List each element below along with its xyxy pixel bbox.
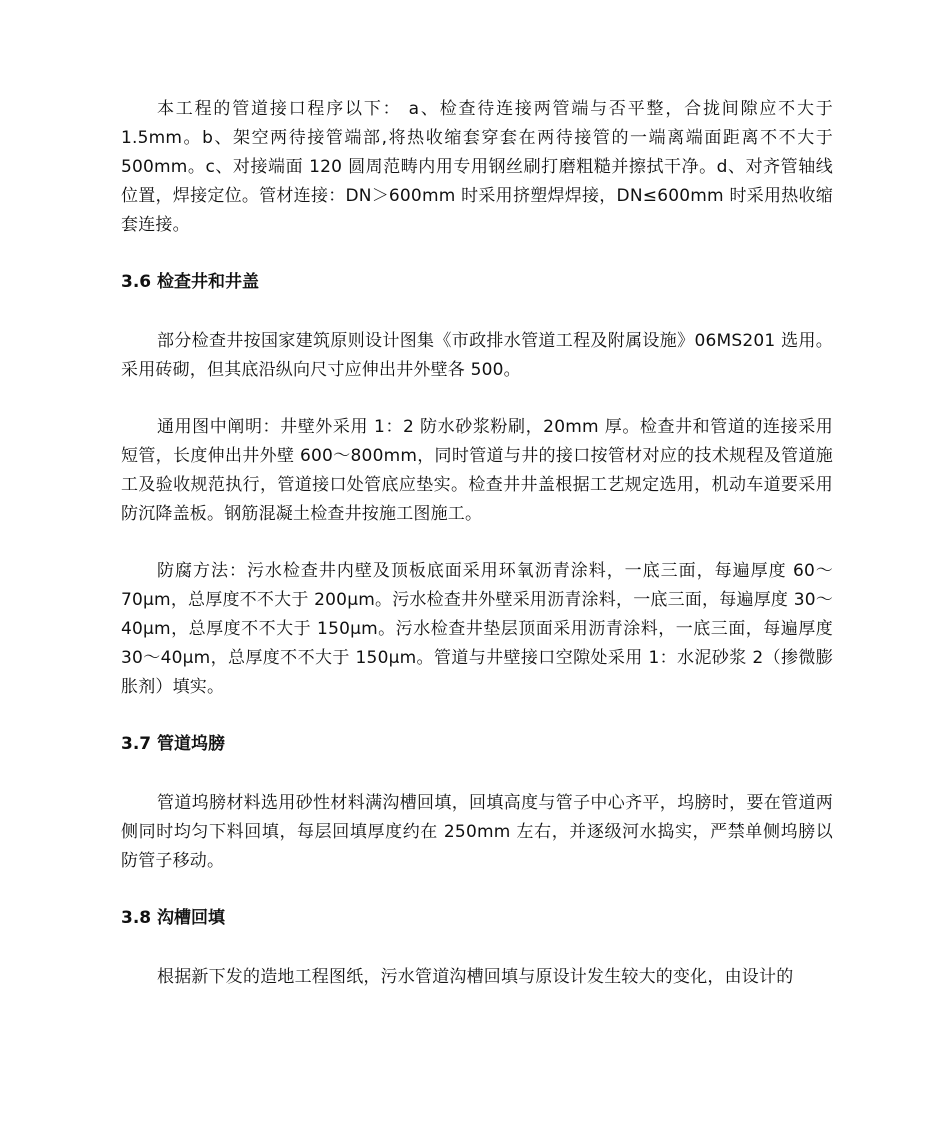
paragraph-pipe-haunching: 管道坞膀材料选用砂性材料满沟槽回填，回填高度与管子中心齐平，坞膀时，要在管道两侧同时均匀下料回填，每层回填厚度约在 250mm 左右，并逐级河水捣实，严禁单侧坞膀以防管子移动。: [121, 793, 833, 871]
section-heading-3-6: 3.6 检查井和井盖: [121, 272, 260, 292]
paragraph-anticorrosion-method: 防腐方法：污水检查井内壁及顶板底面采用环氧沥青涂料，一底三面，每遍厚度 60～70μm，总厚度不不大于 200μm。污水检查井外壁采用沥青涂料，一底三面，每遍厚度 30～40μm，总厚度不不大于 150μm。污水检查井垫层顶面采用沥青涂料，一底三面，每遍厚度 30～40μm，总厚度不不大于 150μm。管道与井壁接口空隙处采用 1：水泥砂浆 2（掺微膨胀剂）填实。: [121, 561, 833, 697]
section-heading-3-7: 3.7 管道坞膀: [121, 734, 226, 754]
section-heading-3-8: 3.8 沟槽回填: [121, 908, 226, 928]
paragraph-general-drawing-notes: 通用图中阐明：井壁外采用 1：2 防水砂浆粉刷，20mm 厚。检查井和管道的连接采用短管，长度伸出井外壁 600～800mm，同时管道与井的接口按管材对应的技术规程及管道施工及验收规范执行，管道接口处管底应垫实。检查井井盖根据工艺规定选用，机动车道要采用防沉降盖板。钢筋混凝土检查井按施工图施工。: [121, 417, 833, 524]
paragraph-pipe-joint-procedure: 本工程的管道接口程序以下： a、检查待连接两管端与否平整，合拢间隙应不大于1.5mm。b、架空两待接管端部,将热收缩套穿套在两待接管的一端离端面距离不不大于500mm。c、对接端面 120 圆周范畴内用专用钢丝刷打磨粗糙并擦拭干净。d、对齐管轴线位置，焊接定位。管材连接：DN＞600mm 时采用挤塑焊焊接，DN≤600mm 时采用热收缩套连接。: [121, 99, 833, 235]
paragraph-trench-backfill: 根据新下发的造地工程图纸，污水管道沟槽回填与原设计发生较大的变化，由设计的: [157, 967, 794, 987]
paragraph-inspection-well-atlas: 部分检查井按国家建筑原则设计图集《市政排水管道工程及附属设施》06MS201 选用。采用砖砌，但其底沿纵向尺寸应伸出井外壁各 500。: [121, 331, 833, 380]
document-body: [121, 95, 833, 1020]
